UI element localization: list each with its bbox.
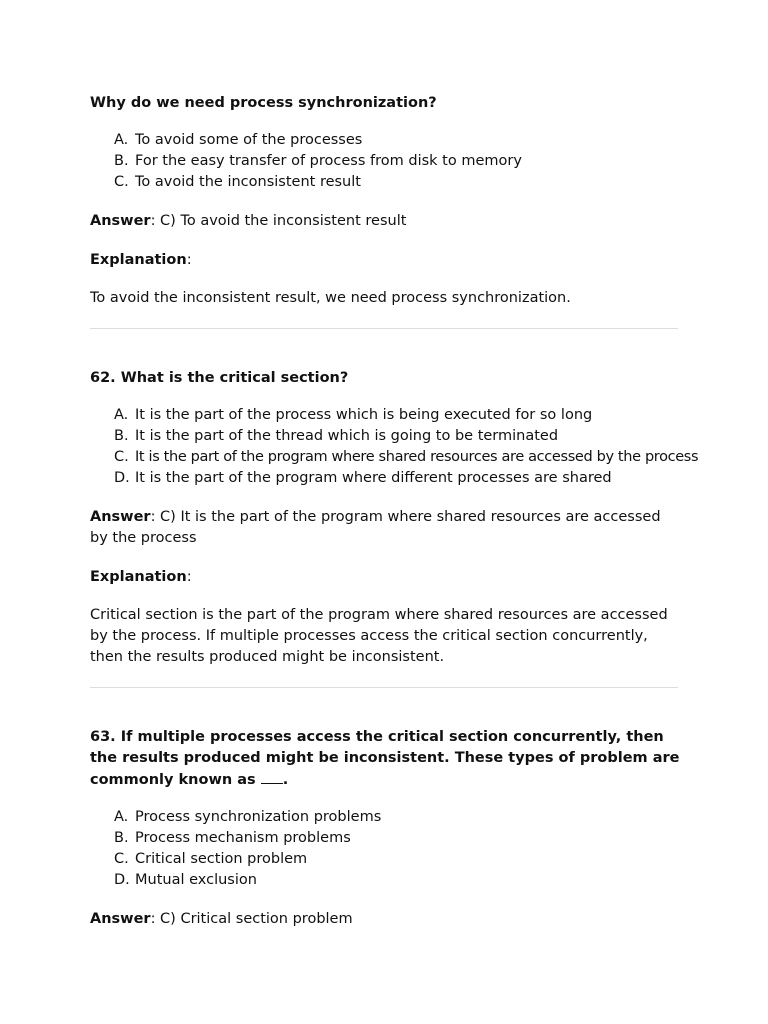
option-letter: A. xyxy=(114,407,129,423)
option-text: To avoid the inconsistent result xyxy=(135,174,361,190)
question-block-1 xyxy=(90,93,680,309)
option-letter: B. xyxy=(114,830,129,846)
option-a xyxy=(114,807,680,828)
explanation-label: Explanation xyxy=(90,569,187,585)
question-block-63 xyxy=(90,727,680,930)
option-text: It is the part of the thread which is going to be terminated xyxy=(135,428,559,444)
explanation-colon: : xyxy=(186,252,192,268)
question-title xyxy=(90,727,680,791)
option-letter: A. xyxy=(114,809,129,825)
answer-line xyxy=(90,507,680,549)
option-a xyxy=(114,405,680,426)
document-page xyxy=(90,93,699,930)
option-b xyxy=(114,151,680,172)
option-text: Critical section problem xyxy=(135,851,308,867)
question-block-62 xyxy=(90,368,699,668)
option-letter: D. xyxy=(114,470,130,486)
option-c xyxy=(114,172,680,193)
option-letter: D. xyxy=(114,872,130,888)
explanation-heading xyxy=(90,250,680,271)
option-text: Process synchronization problems xyxy=(135,809,382,825)
answer-label: Answer xyxy=(90,911,151,927)
option-d xyxy=(114,468,680,489)
option-letter: C. xyxy=(114,851,129,867)
explanation-label: Explanation xyxy=(90,252,187,268)
option-a xyxy=(114,130,680,151)
option-c xyxy=(114,447,699,468)
option-letter: A. xyxy=(114,132,129,148)
option-text: It is the part of the program where different processes are shared xyxy=(135,470,612,486)
answer-line xyxy=(90,211,680,232)
option-letter: C. xyxy=(114,449,129,465)
option-b xyxy=(114,426,680,447)
option-text: Process mechanism problems xyxy=(135,830,351,846)
answer-label: Answer xyxy=(90,509,151,525)
fill-in-blank xyxy=(261,769,283,784)
explanation-text: Critical section is the part of the program where shared resources are accessed by the process. If multiple processes access the critical section concurrently, then the results produced might be inconsistent. xyxy=(90,607,668,665)
option-text: Mutual exclusion xyxy=(135,872,257,888)
options-list xyxy=(90,405,699,489)
answer-text: : C) It is the part of the program where shared resources are accessed by the process xyxy=(90,509,661,546)
divider xyxy=(90,687,678,688)
explanation-colon: : xyxy=(186,569,192,585)
explanation-heading xyxy=(90,567,680,588)
option-text: It is the part of the program where shared resources are accessed by the process xyxy=(135,449,699,465)
option-text: For the easy transfer of process from disk to memory xyxy=(135,153,522,169)
answer-text: : C) To avoid the inconsistent result xyxy=(150,213,407,229)
option-b xyxy=(114,828,680,849)
option-letter: B. xyxy=(114,153,129,169)
option-letter: C. xyxy=(114,174,129,190)
question-title-end: . xyxy=(282,772,289,788)
option-text: It is the part of the process which is being executed for so long xyxy=(135,407,593,423)
answer-line xyxy=(90,909,680,930)
explanation-text: To avoid the inconsistent result, we need process synchronization. xyxy=(90,290,571,306)
answer-text: : C) Critical section problem xyxy=(150,911,353,927)
option-text: To avoid some of the processes xyxy=(135,132,363,148)
option-letter: B. xyxy=(114,428,129,444)
question-title-text: 63. If multiple processes access the critical section concurrently, then the results produced might be inconsistent. These types of problem are commonly known as xyxy=(90,729,680,788)
divider xyxy=(90,328,678,329)
question-title: Why do we need process synchronization? xyxy=(90,95,437,111)
option-c xyxy=(114,849,680,870)
options-list xyxy=(90,130,680,193)
answer-label: Answer xyxy=(90,213,151,229)
option-d xyxy=(114,870,680,891)
question-title: 62. What is the critical section? xyxy=(90,370,349,386)
options-list xyxy=(90,807,680,891)
